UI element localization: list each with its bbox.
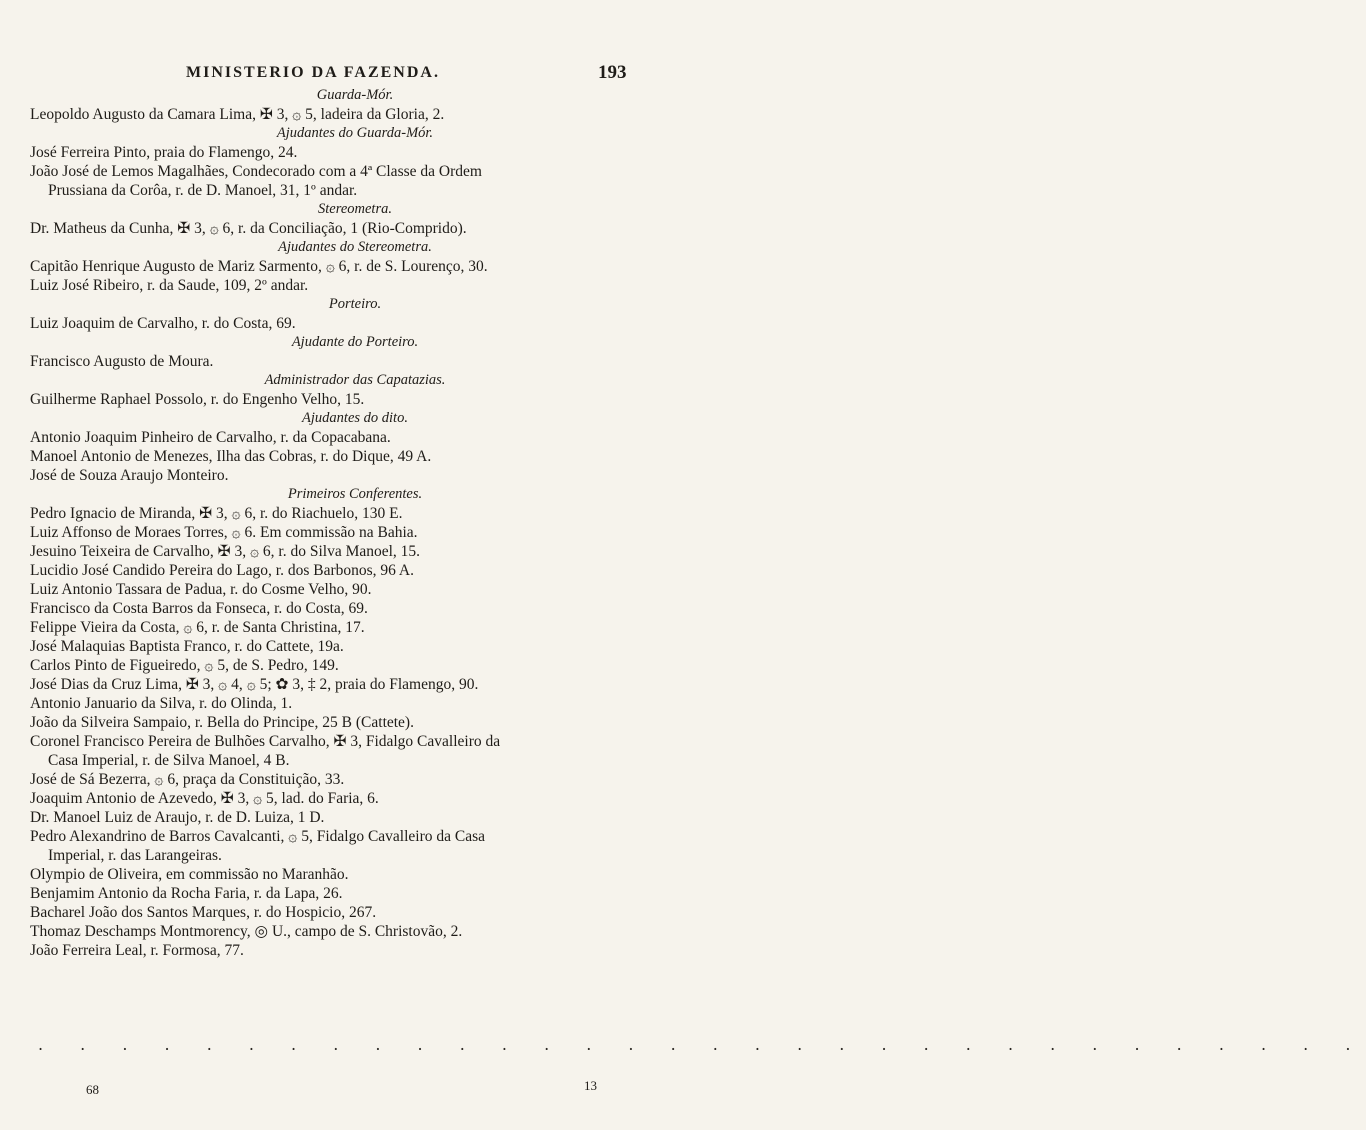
entry-text: Luiz Antonio Tassara de Padua, r. do Cosme Velho, 90. (30, 581, 372, 598)
directory-entry (30, 561, 680, 580)
directory-entry (30, 599, 680, 618)
section-heading: Ajudantes do Guarda-Mór. (276, 125, 434, 141)
entry-text: Antonio Januario da Silva, r. do Olinda, 1. (30, 695, 293, 712)
entry-text: José Dias da Cruz Lima, ✠ 3, ۞ 4, ۞ 5; ✿ 3, ‡ 2, praia do Flamengo, 90. (30, 676, 479, 693)
section-heading: Administrador das Capatazias. (264, 372, 446, 388)
footer-signature-left: 68 (86, 1082, 99, 1097)
directory-entry (30, 143, 680, 162)
directory-entry (30, 827, 680, 865)
entry-text: Dr. Manoel Luiz de Araujo, r. de D. Luiza, 1 D. (30, 809, 325, 826)
directory-entry (30, 808, 680, 827)
directory-entry (30, 732, 680, 770)
directory-entry (30, 466, 680, 485)
directory-entry (30, 352, 680, 371)
directory-entry (30, 941, 680, 960)
section-heading: Porteiro. (328, 296, 382, 312)
directory-entry (30, 504, 680, 523)
entry-text: José de Souza Araujo Monteiro. (30, 467, 229, 484)
directory-entry (30, 162, 680, 200)
entry-text: Antonio Joaquim Pinheiro de Carvalho, r. da Copacabana. (30, 429, 391, 446)
entry-text: José Ferreira Pinto, praia do Flamengo, 24. (30, 144, 298, 161)
directory-entry (30, 523, 680, 542)
directory-entry (30, 447, 680, 466)
directory-entry (30, 903, 680, 922)
directory-entry (30, 542, 680, 561)
entry-text: Felippe Vieira da Costa, ۞ 6, r. de Santa Christina, 17. (30, 619, 365, 636)
directory-entry (30, 390, 680, 409)
entry-continuation: Imperial, r. das Larangeiras. (48, 847, 222, 864)
directory-entry (30, 618, 680, 637)
entry-text: João José de Lemos Magalhães, Condecorado com a 4ª Classe da Ordem (30, 163, 482, 180)
directory-entry (30, 105, 680, 124)
section-heading: Ajudantes do Stereometra. (278, 239, 432, 255)
entry-text: João Ferreira Leal, r. Formosa, 77. (30, 942, 244, 959)
directory-entry (30, 656, 680, 675)
directory-entry (30, 257, 680, 276)
page-number: 193 (598, 62, 627, 83)
ellipsis-row: . . . . . . . . . . . . . . . . . . . . . . . . . . . . . . . . (38, 1035, 1366, 1054)
entry-text: Francisco da Costa Barros da Fonseca, r. do Costa, 69. (30, 600, 368, 617)
entry-text: Pedro Alexandrino de Barros Cavalcanti, ۞ 5, Fidalgo Cavalleiro da Casa (30, 828, 486, 845)
directory-entry (30, 675, 680, 694)
entry-text: João da Silveira Sampaio, r. Bella do Principe, 25 B (Cattete). (30, 714, 414, 731)
directory-entry (30, 219, 680, 238)
entry-text: Benjamim Antonio da Rocha Faria, r. da Lapa, 26. (30, 885, 343, 902)
entry-text: Manoel Antonio de Menezes, Ilha das Cobras, r. do Dique, 49 A. (30, 448, 432, 465)
entry-text: Jesuino Teixeira de Carvalho, ✠ 3, ۞ 6, r. do Silva Manoel, 15. (30, 543, 421, 560)
section-heading: Ajudantes do dito. (302, 410, 408, 426)
document-body (30, 86, 680, 960)
section-heading: Primeiros Conferentes. (287, 486, 423, 502)
section-heading: Stereometra. (318, 201, 392, 217)
footer-signature-right: 13 (584, 1078, 597, 1093)
entry-text: Coronel Francisco Pereira de Bulhões Carvalho, ✠ 3, Fidalgo Cavalleiro da (30, 733, 501, 750)
entry-text: Thomaz Deschamps Montmorency, ◎ U., campo de S. Christovão, 2. (30, 923, 463, 940)
entry-text: Joaquim Antonio de Azevedo, ✠ 3, ۞ 5, lad. do Faria, 6. (30, 790, 379, 807)
entry-text: Francisco Augusto de Moura. (30, 353, 214, 370)
directory-entry (30, 770, 680, 789)
page-header (0, 62, 704, 88)
entry-text: Guilherme Raphael Possolo, r. do Engenho Velho, 15. (30, 391, 365, 408)
entry-continuation: Casa Imperial, r. de Silva Manoel, 4 B. (48, 752, 290, 769)
section-heading: Guarda-Mór. (316, 87, 394, 103)
directory-entry (30, 713, 680, 732)
entry-text: Pedro Ignacio de Miranda, ✠ 3, ۞ 6, r. do Riachuelo, 130 E. (30, 505, 403, 522)
entry-text: Leopoldo Augusto da Camara Lima, ✠ 3, ۞ 5, ladeira da Gloria, 2. (30, 106, 445, 123)
entry-text: Luiz José Ribeiro, r. da Saude, 109, 2º andar. (30, 277, 309, 294)
directory-entry (30, 922, 680, 941)
directory-entry (30, 694, 680, 713)
entry-text: José Malaquias Baptista Franco, r. do Cattete, 19a. (30, 638, 344, 655)
directory-entry (30, 276, 680, 295)
entry-text: Capitão Henrique Augusto de Mariz Sarmento, ۞ 6, r. de S. Lourenço, 30. (30, 258, 488, 275)
directory-entry (30, 865, 680, 884)
entry-text: Luiz Affonso de Moraes Torres, ۞ 6. Em commissão na Bahia. (30, 524, 418, 541)
entry-text: Dr. Matheus da Cunha, ✠ 3, ۞ 6, r. da Conciliação, 1 (Rio-Comprido). (30, 220, 467, 237)
directory-entry (30, 884, 680, 903)
directory-entry (30, 789, 680, 808)
directory-entry (30, 428, 680, 447)
page-title: MINISTERIO DA FAZENDA. (186, 64, 440, 81)
directory-entry (30, 580, 680, 599)
directory-entry (30, 314, 680, 333)
directory-entry (30, 637, 680, 656)
entry-text: Carlos Pinto de Figueiredo, ۞ 5, de S. Pedro, 149. (30, 657, 339, 674)
entry-text: Olympio de Oliveira, em commissão no Maranhão. (30, 866, 349, 883)
entry-continuation: Prussiana da Corôa, r. de D. Manoel, 31, 1º andar. (48, 182, 358, 199)
entry-text: Luiz Joaquim de Carvalho, r. do Costa, 69. (30, 315, 296, 332)
entry-text: José de Sá Bezerra, ۞ 6, praça da Constituição, 33. (30, 771, 345, 788)
entry-text: Bacharel João dos Santos Marques, r. do Hospicio, 267. (30, 904, 377, 921)
section-heading: Ajudante do Porteiro. (291, 334, 419, 350)
entry-text: Lucidio José Candido Pereira do Lago, r. dos Barbonos, 96 A. (30, 562, 415, 579)
